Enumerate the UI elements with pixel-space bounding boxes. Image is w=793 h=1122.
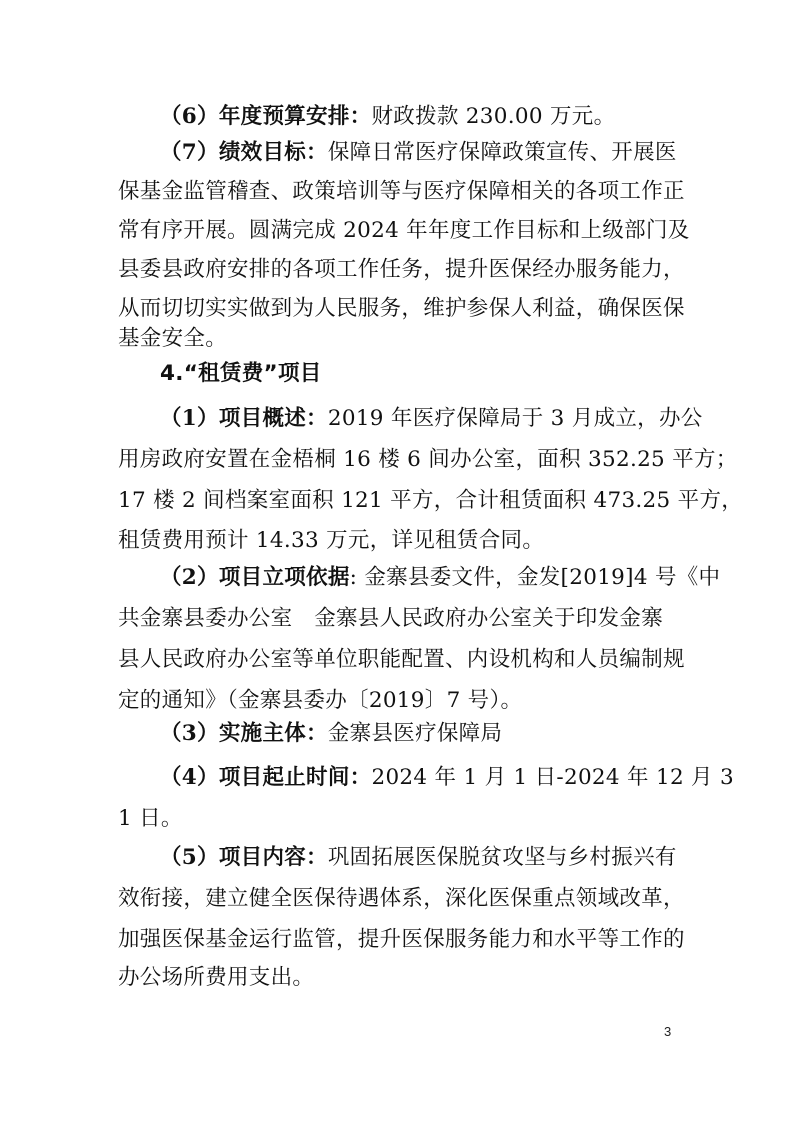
section-4-item-2-line-4: 定的通知》（金寨县委办〔2019〕7 号）。 bbox=[118, 688, 523, 713]
page-number: 3 bbox=[664, 1024, 672, 1039]
paragraph-7-text: 保障日常医疗保障政策宣传、开展医 bbox=[327, 140, 677, 165]
section-4-item-1-line-4: 租赁费用预计 14.33 万元，详见租赁合同。 bbox=[118, 528, 545, 553]
section-4-item-2-line-1 bbox=[160, 558, 720, 598]
item-3-text: 金寨县医疗保障局 bbox=[327, 721, 503, 746]
paragraph-6-label: （6）年度预算安排： bbox=[160, 104, 372, 129]
section-4-item-5-line-1 bbox=[160, 838, 677, 878]
item-2-label: （2）项目立项依据 bbox=[160, 565, 350, 590]
item-1-label: （1）项目概述： bbox=[160, 406, 328, 431]
section-4-item-1-line-1 bbox=[160, 399, 703, 439]
section-4-item-2-line-3: 县人民政府办公室等单位职能配置、内设机构和人员编制规 bbox=[118, 647, 685, 672]
item-4-label: （4）项目起止时间： bbox=[160, 765, 372, 790]
section-4-heading: 4.“租赁费”项目 bbox=[160, 361, 322, 386]
paragraph-7-line-1 bbox=[160, 133, 677, 173]
section-4-item-4-line-1 bbox=[160, 758, 734, 798]
item-3-label: （3）实施主体： bbox=[160, 721, 328, 746]
paragraph-6-text: 财政拨款 230.00 万元。 bbox=[371, 104, 616, 129]
item-2-text: : 金寨县委文件，金发[2019]4 号《中 bbox=[349, 565, 721, 590]
item-5-text: 巩固拓展医保脱贫攻坚与乡村振兴有 bbox=[327, 845, 677, 870]
section-4-item-5-line-3: 加强医保基金运行监管，提升医保服务能力和水平等工作的 bbox=[118, 927, 685, 952]
item-5-label: （5）项目内容： bbox=[160, 845, 328, 870]
section-4-item-3-line-1 bbox=[160, 714, 502, 754]
paragraph-7-line-2: 保基金监管稽查、政策培训等与医疗保障相关的各项工作正 bbox=[118, 179, 685, 204]
section-4-item-2-line-2: 共金寨县委办公室 金寨县人民政府办公室关于印发金寨 bbox=[118, 606, 664, 631]
paragraph-7-line-6: 基金安全。 bbox=[118, 326, 228, 351]
item-1-text: 2019 年医疗保障局于 3 月成立，办公 bbox=[327, 406, 703, 431]
paragraph-7-label: （7）绩效目标： bbox=[160, 140, 328, 165]
paragraph-7-line-3: 常有序开展。圆满完成 2024 年年度工作目标和上级部门及 bbox=[118, 218, 690, 243]
paragraph-7-line-5: 从而切切实实做到为人民服务，维护参保人利益，确保医保 bbox=[118, 296, 685, 321]
section-4-item-1-line-2: 用房政府安置在金梧桐 16 楼 6 间办公室，面积 352.25 平方； bbox=[118, 447, 738, 472]
item-4-text: 2024 年 1 月 1 日-2024 年 12 月 3 bbox=[371, 765, 734, 790]
paragraph-7-line-4: 县委县政府安排的各项工作任务，提升医保经办服务能力， bbox=[118, 257, 685, 282]
section-4-item-5-line-4: 办公场所费用支出。 bbox=[118, 965, 315, 990]
section-4-item-1-line-3: 17 楼 2 间档案室面积 121 平方，合计租赁面积 473.25 平方， bbox=[118, 488, 744, 513]
paragraph-6-line-1 bbox=[160, 97, 615, 137]
section-4-item-4-line-2: 1 日。 bbox=[118, 806, 183, 831]
section-4-item-5-line-2: 效衔接，建立健全医保待遇体系，深化医保重点领域改革， bbox=[118, 886, 685, 911]
